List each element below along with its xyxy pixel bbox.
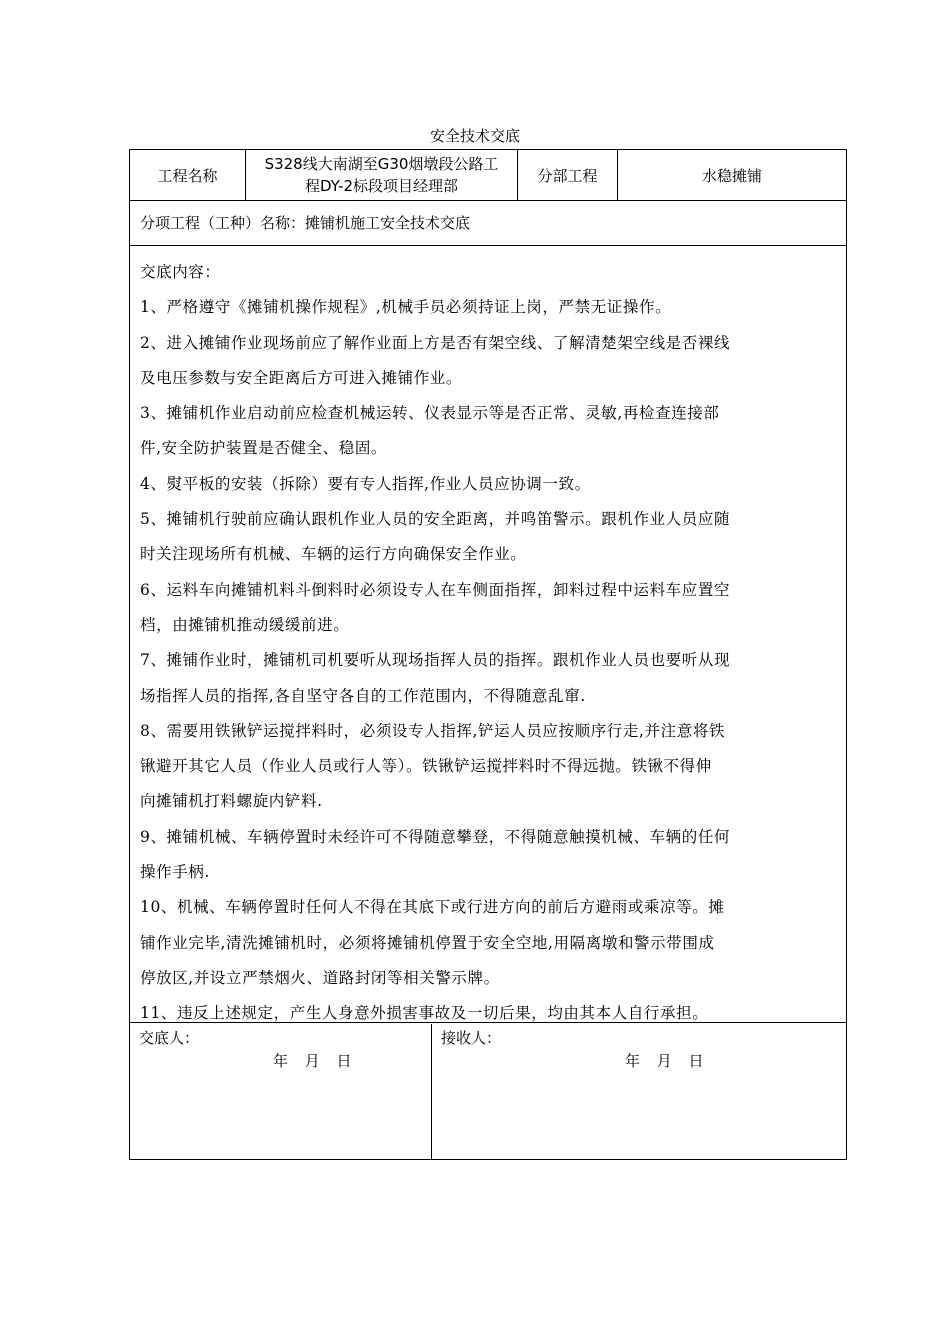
giver-date: 年 月 日 bbox=[273, 1052, 358, 1070]
content-line: 6、运料车向摊铺机料斗倒料时必须设专人在车侧面指挥，卸料过程中运料车应置空 bbox=[140, 580, 731, 599]
header-row bbox=[130, 150, 846, 201]
giver-label: 交底人： bbox=[139, 1029, 200, 1047]
content-heading: 交底内容： bbox=[140, 263, 221, 281]
content-line: 件,安全防护装置是否健全、稳固。 bbox=[140, 439, 388, 458]
content-line: 8、需要用铁锹铲运搅拌料时，必须设专人指挥,铲运人员应按顺序行走,并注意将铁 bbox=[140, 721, 726, 740]
project-name-line-2: 程DY-2标段项目经理部 bbox=[304, 177, 459, 195]
content-line: 锹避开其它人员（作业人员或行人等）。铁锹铲运搅拌料时不得远抛。铁锹不得伸 bbox=[140, 757, 712, 776]
receiver-signature-cell bbox=[432, 1024, 846, 1159]
content-line: 5、摊铺机行驶前应确认跟机作业人员的安全距离，并鸣笛警示。跟机作业人员应随 bbox=[140, 510, 731, 529]
disclosure-form-table bbox=[129, 149, 847, 1160]
content-line: 3、摊铺机作业启动前应检查机械运转、仪表显示等是否正常、灵敏,再检查连接部 bbox=[140, 404, 720, 423]
receiver-date: 年 月 日 bbox=[625, 1052, 710, 1070]
content-line: 2、进入摊铺作业现场前应了解作业面上方是否有架空线、了解清楚架空线是否裸线 bbox=[140, 333, 731, 352]
content-line: 4、熨平板的安装（拆除）要有专人指挥,作业人员应协调一致。 bbox=[140, 474, 591, 493]
project-name-label: 工程名称 bbox=[130, 150, 246, 200]
project-name-line-1: S328线大南湖至G30烟墩段公路工 bbox=[264, 155, 499, 173]
content-line: 时关注现场所有机械、车辆的运行方向确保安全作业。 bbox=[140, 545, 527, 564]
content-line: 铺作业完毕,清洗摊铺机时，必须将摊铺机停置于安全空地,用隔离墩和警示带围成 bbox=[140, 933, 715, 952]
content-section bbox=[130, 247, 846, 1023]
content-line: 10、机械、车辆停置时任何人不得在其底下或行进方向的前后方避雨或乘凉等。摊 bbox=[140, 898, 725, 917]
division-value: 水稳摊铺 bbox=[701, 166, 762, 185]
content-line: 向摊铺机打料螺旋内铲料. bbox=[140, 792, 323, 811]
content-line: 及电压参数与安全距离后方可进入摊铺作业。 bbox=[140, 368, 463, 387]
content-line: 操作手柄. bbox=[140, 863, 210, 882]
content-line: 停放区,并设立严禁烟火、道路封闭等相关警示牌。 bbox=[140, 968, 500, 987]
content-line: 档，由摊铺机推动缓缓前进。 bbox=[140, 615, 350, 634]
division-label: 分部工程 bbox=[518, 150, 618, 200]
content-line: 7、摊铺作业时，摊铺机司机要听从现场指挥人员的指挥。跟机作业人员也要听从现 bbox=[140, 651, 731, 670]
content-line: 9、摊铺机械、车辆停置时未经许可不得随意攀登，不得随意触摸机械、车辆的任何 bbox=[140, 827, 731, 846]
receiver-label: 接收人： bbox=[441, 1029, 502, 1047]
content-line: 场指挥人员的指挥,各自坚守各自的工作范围内，不得随意乱窜. bbox=[140, 686, 586, 705]
content-line: 11、违反上述规定，产生人身意外损害事故及一切后果，均由其本人自行承担。 bbox=[140, 1004, 709, 1023]
subitem-row: 分项工程（工种）名称：摊铺机施工安全技术交底 bbox=[130, 200, 846, 246]
content-line: 1、严格遵守《摊铺机操作规程》,机械手员必须持证上岗，严禁无证操作。 bbox=[140, 298, 672, 317]
giver-signature-cell bbox=[130, 1024, 432, 1159]
document-title: 安全技术交底 bbox=[429, 127, 520, 145]
signature-row bbox=[130, 1024, 846, 1159]
project-name-value bbox=[246, 150, 518, 200]
